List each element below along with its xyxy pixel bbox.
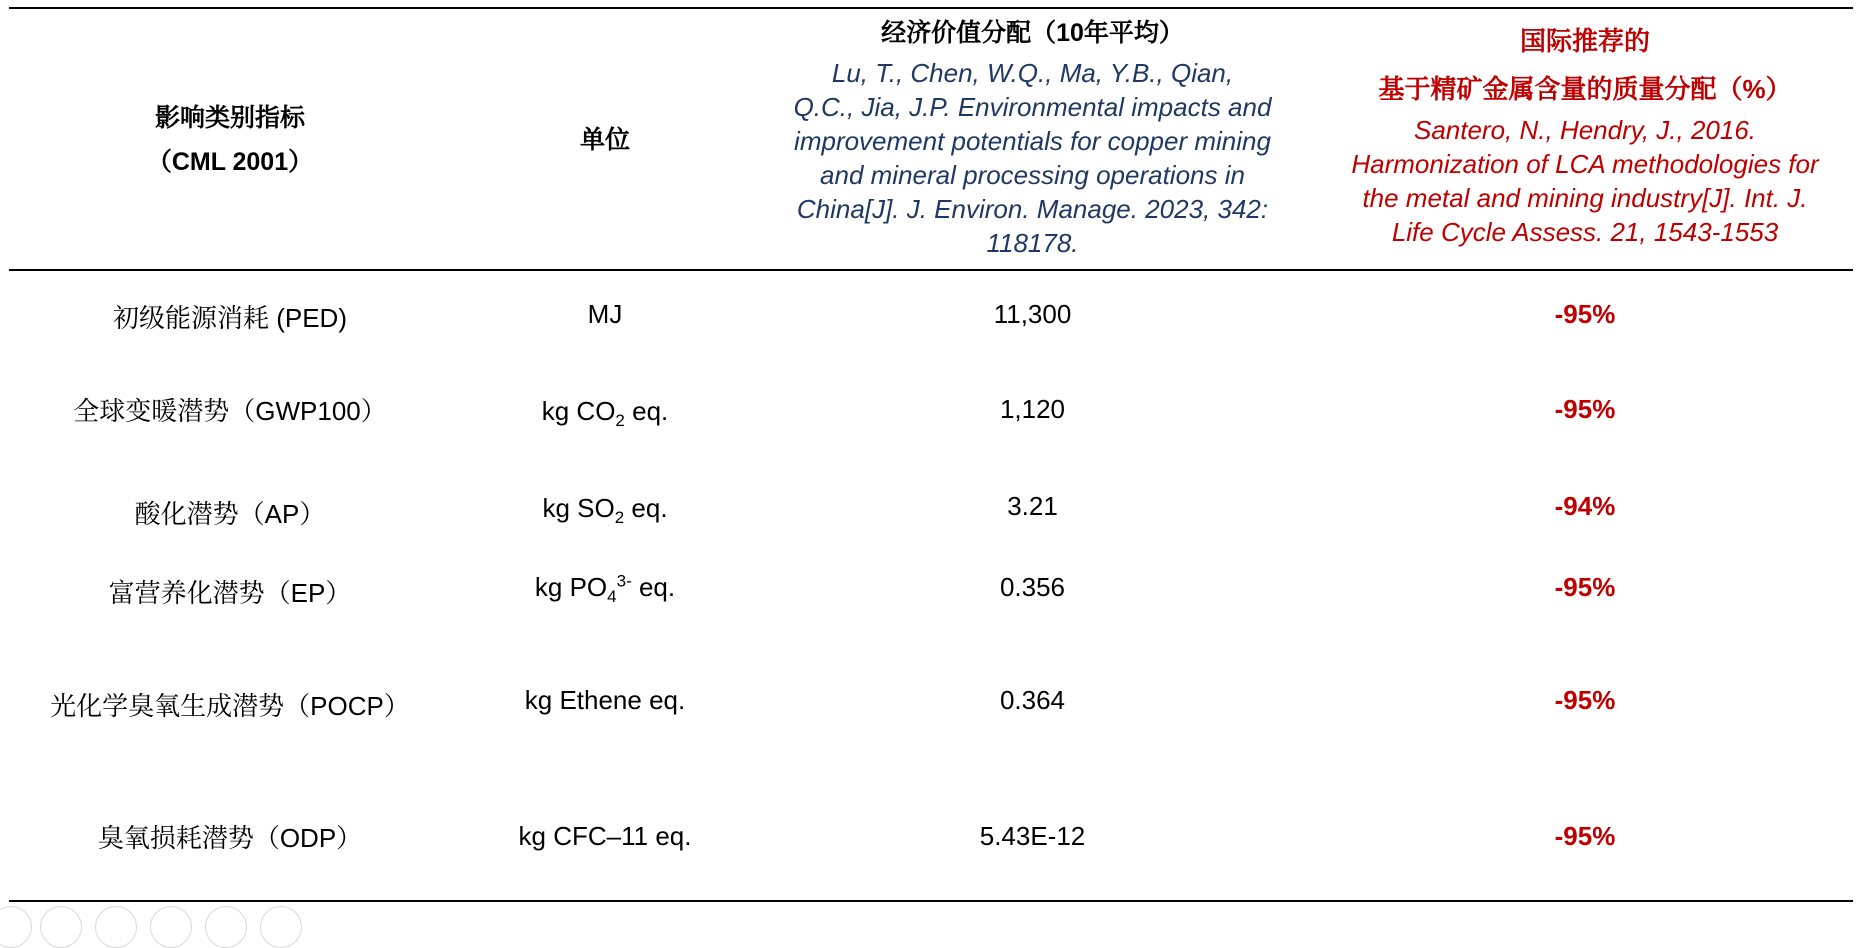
- table-row: [0, 486, 1863, 529]
- table-row: [0, 294, 1863, 334]
- header-mass-title-line2: 基于精矿金属含量的质量分配（%）: [1378, 74, 1792, 104]
- header-economic-allocation: [760, 10, 1305, 260]
- indicator-cell: 光化学臭氧生成潜势（POCP）: [50, 691, 410, 721]
- value-cell: 0.356: [999, 572, 1066, 602]
- value-cell: 1,120: [999, 394, 1066, 424]
- percent-cell: -95%: [1554, 821, 1616, 851]
- percent-cell: -94%: [1554, 491, 1616, 521]
- table-header-rule: [9, 269, 1853, 271]
- header-unit: 单位: [579, 126, 630, 154]
- indicator-cell: 初级能源消耗 (PED): [112, 303, 347, 333]
- citation-line: Lu, T., Chen, W.Q., Ma, Y.B., Qian,: [831, 58, 1234, 88]
- header-indicator-line1: 影响类别指标: [154, 104, 305, 132]
- table-top-rule: [9, 7, 1853, 9]
- percent-cell: -95%: [1554, 685, 1616, 715]
- toolbar-ghost-button[interactable]: [260, 906, 302, 948]
- unit-cell: kg $SO_2$ eq.: [542, 493, 668, 528]
- percent-cell: -95%: [1554, 394, 1616, 424]
- indicator-cell: 全球变暖潜势（GWP100）: [73, 396, 387, 426]
- value-cell: 0.364: [999, 685, 1066, 715]
- value-cell: 5.43E-12: [979, 821, 1086, 851]
- citation-line: Harmonization of LCA methodologies for: [1351, 149, 1819, 179]
- unit-cell: MJ: [587, 299, 623, 329]
- indicator-cell: 酸化潜势（AP）: [134, 499, 326, 529]
- toolbar-ghost-button[interactable]: [40, 906, 82, 948]
- header-mass-allocation: [1325, 14, 1845, 249]
- header-mass-title-line1: 国际推荐的: [1519, 26, 1650, 56]
- percent-cell: -95%: [1554, 572, 1616, 602]
- value-cell: 11,300: [993, 299, 1072, 329]
- citation-line: the metal and mining industry[J]. Int. J.: [1362, 183, 1808, 213]
- unit-cell: kg $CO_2$ eq.: [541, 396, 669, 431]
- value-cell: 3.21: [1007, 491, 1058, 521]
- percent-cell: -95%: [1554, 299, 1616, 329]
- toolbar-ghost-button[interactable]: [95, 906, 137, 948]
- indicator-cell: 臭氧损耗潜势（ODP）: [97, 823, 363, 853]
- table-row: [0, 389, 1863, 429]
- unit-cell: kg $PO_4^{3-}$ eq.: [534, 571, 676, 607]
- table-bottom-rule: [9, 900, 1853, 902]
- citation-line: 118178.: [986, 228, 1079, 258]
- header-indicator-line2: （CML 2001）: [146, 148, 314, 176]
- toolbar-ghost-button[interactable]: [205, 906, 247, 948]
- table-row: [0, 680, 1863, 720]
- header-indicator: [20, 96, 440, 184]
- unit-cell: kg CFC–11 eq.: [518, 821, 692, 851]
- citation-line: China[J]. J. Environ. Manage. 2023, 342:: [796, 194, 1269, 224]
- table-row: [0, 567, 1863, 607]
- citation-line: and mineral processing operations in: [820, 160, 1245, 190]
- citation-line: Life Cycle Assess. 21, 1543-1553: [1391, 217, 1779, 247]
- indicator-cell: 富营养化潜势（EP）: [108, 578, 352, 608]
- toolbar-ghost-button[interactable]: [0, 906, 32, 948]
- unit-cell: kg Ethene eq.: [524, 685, 686, 715]
- header-economic-title: 经济价值分配（10年平均）: [881, 19, 1184, 47]
- table-row: [0, 816, 1863, 856]
- toolbar-ghost-button[interactable]: [150, 906, 192, 948]
- header-economic-citation: [760, 56, 1305, 260]
- header-mass-citation: [1325, 113, 1845, 249]
- citation-line: improvement potentials for copper mining: [794, 126, 1271, 156]
- citation-line: Santero, N., Hendry, J., 2016.: [1413, 115, 1757, 145]
- citation-line: Q.C., Jia, J.P. Environmental impacts and: [793, 92, 1272, 122]
